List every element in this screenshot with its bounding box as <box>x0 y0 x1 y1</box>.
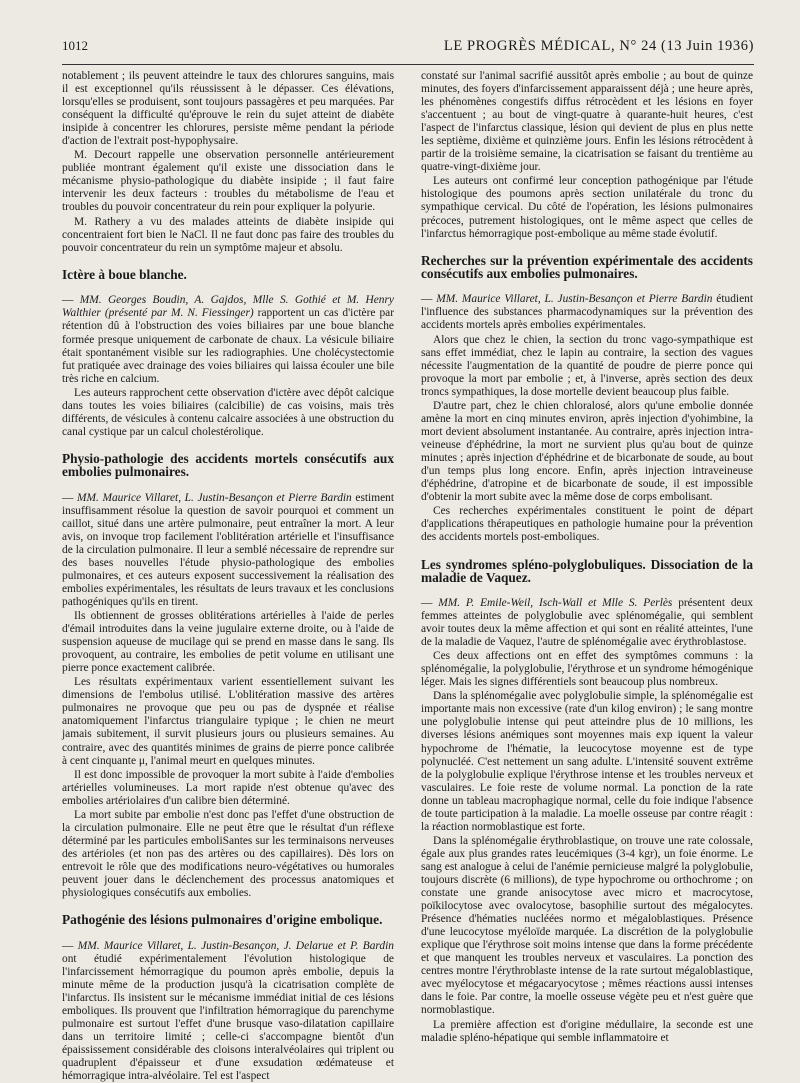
paragraph: Les auteurs ont confirmé leur conception pathogénique par l'étude histologique des poumons après section unilatérale du tronc du sympathique cervical. Du côté de l'opération, les lésions pulmonaires précoces, putrement histologiques, ont le même aspect que celles de l'infarctus hémorragique post-embolique au même stade évolutif. <box>421 175 753 240</box>
section-authors: MM. Maurice Villaret, L. Justin-Besançon, J. Delarue et P. Bardin <box>77 939 394 952</box>
paragraph: Dans la splénomégalie avec polyglobulie simple, la splénomégalie est importante mais non excessive (rate d'un kilog environ) ; le sang montre une polyglobulie intense qui peut atteindre plus de 10 millions, les diverses lésions anémiques sont moyennes mais exp iquent la valeur hypochrome de l'hématie, la leucocytose moyenne est de type polynucléé. C'est nettement un sang adulte. L'intensité souvent extrême de la polyglobulie explique l'érythrose intense et les troubles nerveux et vasculaires. Le foie reste de volume normal. La ponction de la rate donne un tableau macrophagique normal, celle du foie indique l'absence de toute participation à la maladie. La moelle osseuse par contre réagit : la réaction normoblastique est forte. <box>421 690 753 833</box>
paragraph: constaté sur l'animal sacrifié aussitôt après embolie ; au bout de quinze minutes, des foyers d'infarcissement apparaissent déjà ; une heure après, les phénomènes congestifs diffus rétrocèdent et les lésions en foyer s'accentuent ; au bout de vingt-quatre à quarante-huit heures, c'est l'aspect de l'infarctus classique, lésion qui devient de plus en plus nette les septième, dixième et quinzième jours. Enfin les lésions rétrocèdent à partir de la troisième semaine, la cicatrisation se faisant du trentième au quatre-vingt-dixième jour. <box>421 70 753 174</box>
section-heading: Les syndromes spléno-polyglobuliques. Dissociation de la maladie de Vaquez. <box>421 556 753 585</box>
paragraph: Ces recherches expérimentales constituent le point de départ d'applications thérapeutiques en pathologie humaine pour la prévention des accidents mortels post-emboliques. <box>421 505 753 544</box>
section-text: étudient l'influence des substances pharmacodynamiques sur la prévention des accidents mortels après embolies expérimentales. <box>421 293 753 332</box>
paragraph: M. Rathery a vu des malades atteints de diabète insipide qui concentraient fort bien le NaCl. Il ne faut donc pas faire des troubles du pouvoir concentrateur du rein un symptôme majeur et absolu. <box>62 215 394 254</box>
paragraph: Ces deux affections ont en effet des symptômes communs : la splénomégalie, la polyglobulie, l'érythrose et un syndrome hémogénique léger. Mais les signes différentiels sont beaucoup plus nombreux. <box>421 650 753 689</box>
paragraph: Les résultats expérimentaux varient essentiellement suivant les dimensions de l'embolus utilisé. L'oblitération massive des artères pulmonaires ne provoque que peu ou pas de dyspnée et réalise anatomiquement l'infarctus triangulaire typique ; le chien ne meurt jamais subitement, il survit plusieurs jours ou plusieurs semaines. Au contraire, avec des quantités minimes de grains de pierre ponce calibrée à cent cinquante μ, l'animal meurt en quelques minutes. <box>62 676 394 767</box>
paragraph: Alors que chez le chien, la section du tronc vago-sympathique est sans effet immédiat, chez le lapin au contraire, la section des vagues nécessite l'augmentation de la quantité de poudre de pierre ponce qui provoque la mort par embolie ; et, à l'inverse, après section des deux troncs sympathiques, la dose mortelle devient beaucoup plus faible. <box>421 333 753 398</box>
paragraph: Les auteurs rapprochent cette observation d'ictère avec dépôt calcique dans toutes les voies biliaires (calcibilie) de cas voisins, mais très différents, de vésicules à contenu calcaire associées à une obstruction du canal cystique par un calcul cholestérolique. <box>62 386 394 438</box>
right-column <box>421 70 753 1065</box>
dash: — <box>62 939 78 952</box>
dash: — <box>421 597 439 609</box>
section-heading: Ictère à boue blanche. <box>62 266 187 282</box>
paragraph: Ils obtiennent de grosses oblitérations artérielles à l'aide de perles d'émail introduites dans la veine jugulaire externe droite, ou à l'aide de suspension aqueuse de mucilage qui se prend en masse dans le sang. Ils provoquent, au contraire, les embolies de petit volume en utilisant une pierre ponce exactement calibrée. <box>62 610 394 675</box>
dash: — <box>62 294 80 307</box>
paragraph: Dans la splénomégalie érythroblastique, on trouve une rate colossale, égale aux plus grandes rates leucémiques (3-4 kgr), un foie énorme. Le sang est analogue à celui de l'anémie pernicieuse malgré la polyglobulie, toujours discrète (6 millions), de type hypochrome ou orthochrome ; on constate une grande anisocytose avec micro et macrocytose, poïkilocytose avec ovalocytose, basophilie surtout des mégalocytes. Présence d'hématies nucléées normo et mégaloblastiques. Présence d'une leucocytose myéloïde marquée. La discrétion de la polyglobulie explique que l'érythrose soit moins intense que dans la forme précédente et que manquent les troubles nerveux et vasculaires. La ponction des centres montre l'érythroblaste intense de la rate surtout mégaloblastique, avec myélocytose et mégacaryocytose ; mêmes réactions aussi intenses dans le foie. Par contre, la moelle osseuse végète peu et n'est guère que normoblastique. <box>421 834 753 1017</box>
paragraph: Il est donc impossible de provoquer la mort subite à l'aide d'embolies artérielles volumineuses. La mort rapide n'est obtenue qu'avec des embolies artériolaires d'un calibre bien déterminé. <box>62 768 394 807</box>
section-authors: MM. Georges Boudin, A. Gajdos, Mlle S. Gothié et M. Henry Walthier (présenté par M. N. Fiessinger) <box>62 294 394 320</box>
section-text: rapportent un cas d'ictère par rétention dû à l'obstruction des voies biliaires par une boue blanche formée presque uniquement de carbonate de chaux. La vésicule biliaire était spontanément visible sur les radiographies. Une cholécystectomie fut pratiquée avec drainage des voies biliaires qui laissa écouler une bile très riche en calcium. <box>62 307 394 385</box>
section-text: présentent deux femmes atteintes de polyglobulie avec splénomégalie, qui semblent avoir toutes deux la même affection et qui sont en réalité atteintes, l'une de la maladie de Vaquez, l'autre de splénomégalie avec érythroblastose. <box>421 597 753 649</box>
section-heading: Recherches sur la prévention expérimentale des accidents consécutifs aux embolies pulmonaires. <box>421 252 753 281</box>
dash: — <box>62 491 78 504</box>
paragraph: La première affection est d'origine médullaire, la seconde est une maladie spléno-hépatique qui semble inflammatoire et <box>421 1018 753 1044</box>
section-authors: MM. Maurice Villaret, L. Justin-Besançon et Pierre Bardin <box>436 293 713 306</box>
section-authors: MM. P. Emile-Weil, Isch-Wall et Mlle S. Perlès <box>438 597 673 609</box>
section-text: estiment insuffisamment résolue la question de savoir pourquoi et comment un caillot, situé dans une artère pulmonaire, peut entraîner la mort. A leur avis, on invoque trop facilement l'oblitération artérielle et l'insuffisance de la circulation pulmonaire. Il leur a semblé nécessaire de reprendre sur des bases nouvelles l'étude physio-pathologique des embolies pulmonaires, et ces auteurs exposent successivement la réalisation des embolies expérimentales, les résultats de leurs travaux et les conclusions pathogéniques qu'ils en tirent. <box>62 491 394 608</box>
header-rule <box>62 64 754 65</box>
section-heading: Physio-pathologie des accidents mortels consécutifs aux embolies pulmonaires. <box>62 451 394 480</box>
left-column <box>62 70 394 1083</box>
section-authors: MM. Maurice Villaret, L. Justin-Besançon et Pierre Bardin <box>77 491 352 504</box>
journal-title: LE PROGRÈS MÉDICAL, N° 24 (13 Juin 1936) <box>443 38 754 54</box>
page-number: 1012 <box>62 38 88 53</box>
paragraph: La mort subite par embolie n'est donc pas l'effet d'une obstruction de la circulation pulmonaire. Elle ne peut être que le résultat d'un réflexe déterminé par les particules emboliSantes sur les terminaisons nerveuses des artérioles (et non pas des artères ou des capillaires). Dès lors on entrevoit le rôle que des modifications neuro-végétatives ou humorales peuvent jouer dans le déclenchement des processus anatomiques et physiologiques consécutifs aux embolies. <box>62 808 394 900</box>
paragraph: D'autre part, chez le chien chloralosé, alors qu'une embolie donnée amène la mort en cinq minutes environ, après injection d'yohimbine, la mort devient absolument instantanée. Au contraire, après injection intra-veineuse d'éphédrine, la mort ne survient plus qu'au bout de quinze minutes ; après injection d'éphédrine et de bicarbonate de soude, au bout d'un temps plus long encore. Enfin, après injection intraveineuse d'éphédrine, d'atropine et de bicarbonate de soude, il est impossible d'obtenir la mort subite avec la même dose de corps embolisant. <box>421 399 753 504</box>
dash: — <box>421 293 437 306</box>
page-header <box>62 38 754 62</box>
section-text: ont étudié expérimentalement l'évolution histologique de l'infarcissement hémorragique du poumon après embolie, depuis la minute même de la production jusqu'à la cicatrisation complète de l'infarctus. Ils insistent sur le mécanisme immédiat initial de ces lésions emboliques. Ils prouvent que l'infiltration hémorragique du parenchyme pulmonaire est surtout l'effet d'une brusque vaso-dilatation capillaire dans un territoire limité ; celle-ci s'accompagne bientôt d'un épaississement considérable des cloisons interalvéolaires qui triplent ou quadruplent d'épaisseur et d'une exsudation œdémateuse et hémorragique intra-alvéolaire. Tel est l'aspect <box>62 952 394 1083</box>
paragraph: M. Decourt rappelle une observation personnelle antérieurement publiée montrant également qu'il existe une dissociation dans le mécanisme physio-pathologique du diabète insipide ; il faut faire intervenir les deux facteurs : troubles du métabolisme de l'eau et troubles du pouvoir concentrateur du rein pour expliquer la polyurie. <box>62 149 394 214</box>
paragraph: notablement ; ils peuvent atteindre le taux des chlorures sanguins, mais il est exceptionnel qu'ils réussissent à le dépasser. Ces élévations, lorsqu'elles se produisent, sont toujours passagères et peu marquées. Par conséquent la difficulté qu'éprouve le rein du sujet atteint de diabète insipide à concentrer les chlorures, persiste même pendant la période d'action de l'extrait post-hypophysaire. <box>62 70 394 148</box>
section-heading: Pathogénie des lésions pulmonaires d'origine embolique. <box>62 912 383 928</box>
